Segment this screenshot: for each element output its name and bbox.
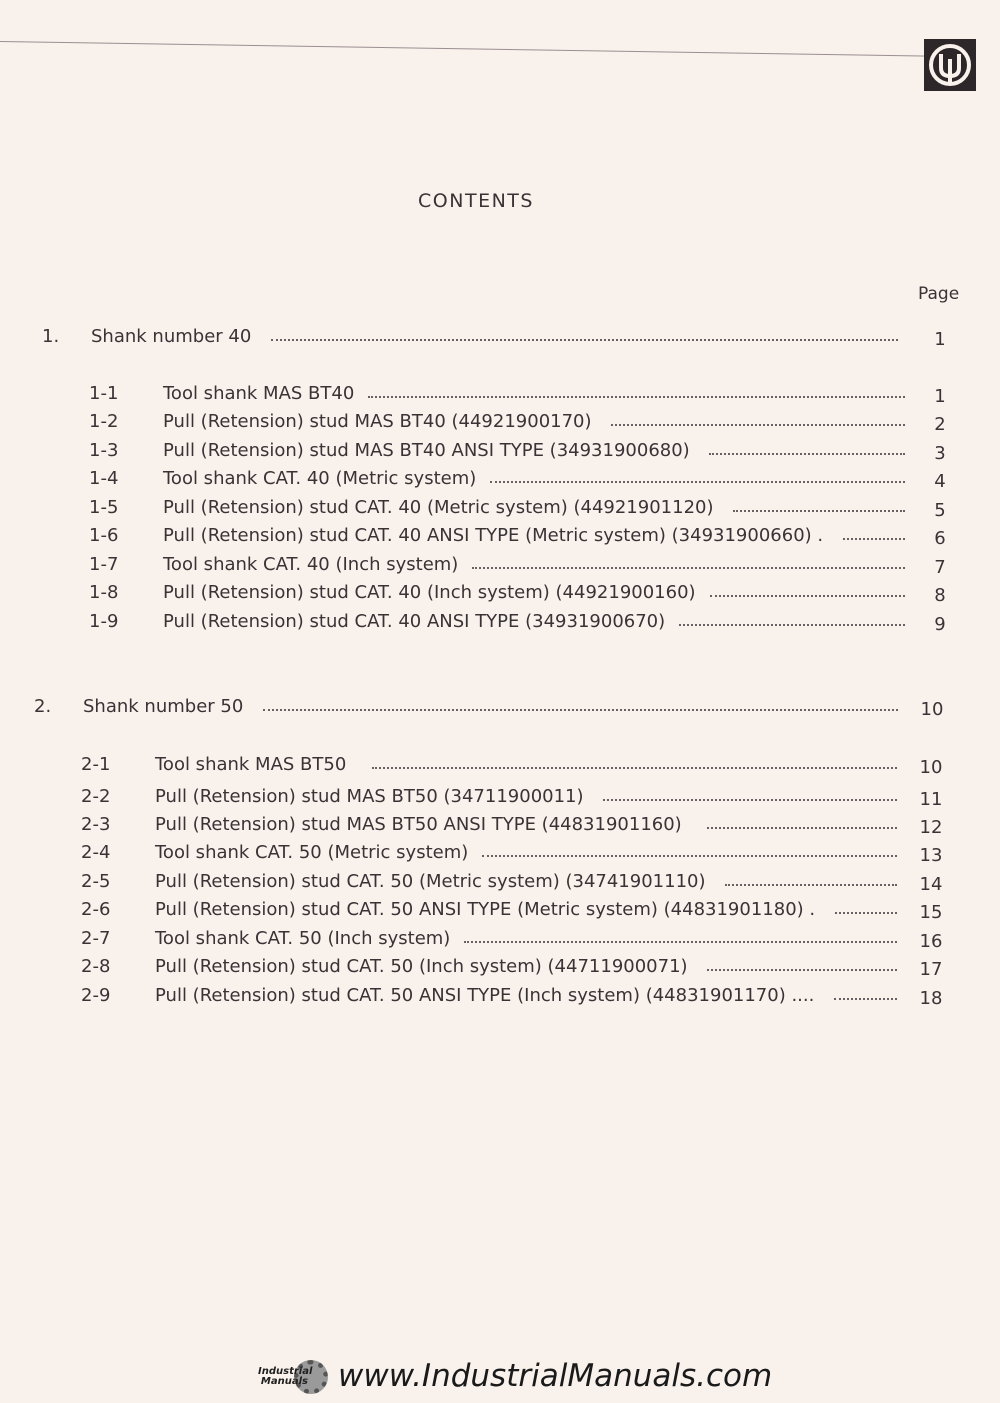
toc-title: Shank number 50: [83, 696, 244, 717]
dot-leader: [843, 538, 905, 540]
toc-number: 1-5: [89, 497, 119, 518]
toc-title: Pull (Retension) stud MAS BT50 ANSI TYPE (44831901160): [155, 814, 682, 835]
toc-number: 2-8: [81, 956, 111, 977]
dot-leader: [611, 424, 905, 426]
toc-page-number: 10: [920, 699, 944, 720]
toc-number: 1.: [42, 326, 60, 347]
toc-page-number: 18: [919, 988, 943, 1009]
toc-section-heading[interactable]: [0, 696, 1000, 720]
toc-title: Tool shank MAS BT50: [155, 754, 347, 775]
toc-page-number: 10: [919, 757, 943, 778]
toc-title: Pull (Retension) stud CAT. 40 ANSI TYPE (Metric system) (34931900660) .: [163, 525, 824, 546]
toc-page-number: 17: [919, 959, 943, 980]
toc-page-number: 4: [934, 471, 946, 492]
toc-title: Pull (Retension) stud CAT. 40 (Inch system) (44921900160): [163, 582, 696, 603]
toc-title: Pull (Retension) stud MAS BT50 (34711900011): [155, 786, 584, 807]
dot-leader: [490, 481, 905, 483]
toc-page-number: 12: [919, 817, 943, 838]
dot-leader: [472, 567, 905, 569]
toc-entry[interactable]: [0, 814, 1000, 838]
toc-title: Pull (Retension) stud CAT. 50 (Metric system) (34741901110): [155, 871, 706, 892]
dot-leader: [725, 884, 897, 886]
toc-number: 2-4: [81, 842, 111, 863]
toc-page-number: 1: [934, 329, 946, 350]
toc-page-number: 3: [934, 443, 946, 464]
dot-leader: [263, 709, 898, 711]
toc-page-number: 11: [919, 789, 943, 810]
toc-page-number: 1: [934, 386, 946, 407]
toc-title: Pull (Retension) stud CAT. 50 (Inch system) (44711900071): [155, 956, 688, 977]
toc-number: 2-7: [81, 928, 111, 949]
toc-number: 2-9: [81, 985, 111, 1006]
toc-entry[interactable]: [0, 554, 1000, 578]
toc-number: 1-1: [89, 383, 119, 404]
dot-leader: [482, 855, 897, 857]
toc-number: 2-3: [81, 814, 111, 835]
website-url[interactable]: www.IndustrialManuals.com: [338, 1358, 773, 1394]
toc-number: 2-5: [81, 871, 111, 892]
dot-leader: [368, 396, 905, 398]
dot-leader: [733, 510, 905, 512]
dot-leader: [707, 969, 897, 971]
toc-page-number: 6: [934, 528, 946, 549]
toc-title: Tool shank CAT. 40 (Inch system): [163, 554, 459, 575]
manufacturer-logo-icon: [924, 39, 976, 91]
toc-entry[interactable]: [0, 582, 1000, 606]
footer-watermark: [258, 1358, 778, 1400]
toc-page-number: 7: [934, 557, 946, 578]
dot-leader: [603, 799, 897, 801]
toc-title: Pull (Retension) stud CAT. 40 (Metric system) (44921901120): [163, 497, 714, 518]
header-rule: [0, 41, 930, 57]
toc-title: Tool shank CAT. 40 (Metric system): [163, 468, 477, 489]
gear-book-icon: Industrial Manuals: [258, 1358, 330, 1398]
toc-entry[interactable]: [0, 985, 1000, 1009]
dot-leader: [835, 912, 897, 914]
toc-page-number: 5: [934, 500, 946, 521]
toc-entry[interactable]: [0, 754, 1000, 778]
dot-leader: [709, 453, 905, 455]
toc-entry[interactable]: [0, 928, 1000, 952]
toc-number: 2-6: [81, 899, 111, 920]
dot-leader: [707, 827, 897, 829]
toc-entry[interactable]: [0, 871, 1000, 895]
toc-entry[interactable]: [0, 611, 1000, 635]
toc-number: 1-4: [89, 468, 119, 489]
page-column-label: Page: [918, 284, 960, 304]
toc-entry[interactable]: [0, 842, 1000, 866]
toc-title: Tool shank CAT. 50 (Inch system): [155, 928, 451, 949]
toc-section-heading[interactable]: [0, 326, 1000, 350]
toc-number: 1-2: [89, 411, 119, 432]
toc-page-number: 15: [919, 902, 943, 923]
toc-number: 1-8: [89, 582, 119, 603]
toc-page-number: 16: [919, 931, 943, 952]
toc-number: 1-7: [89, 554, 119, 575]
page-title: CONTENTS: [418, 190, 534, 212]
toc-number: 2-1: [81, 754, 111, 775]
toc-title: Pull (Retension) stud MAS BT40 (44921900170): [163, 411, 592, 432]
toc-title: Pull (Retension) stud MAS BT40 ANSI TYPE (34931900680): [163, 440, 690, 461]
toc-page-number: 13: [919, 845, 943, 866]
toc-title: Tool shank MAS BT40: [163, 383, 355, 404]
toc-number: 1-9: [89, 611, 119, 632]
toc-title: Pull (Retension) stud CAT. 50 ANSI TYPE (Metric system) (44831901180) .: [155, 899, 816, 920]
dot-leader: [271, 339, 898, 341]
toc-title: Pull (Retension) stud CAT. 40 ANSI TYPE (34931900670): [163, 611, 666, 632]
toc-page-number: 9: [934, 614, 946, 635]
dot-leader: [679, 624, 905, 626]
toc-entry[interactable]: [0, 899, 1000, 923]
toc-entry[interactable]: [0, 956, 1000, 980]
toc-number: 2-2: [81, 786, 111, 807]
toc-entry[interactable]: [0, 383, 1000, 407]
toc-page-number: 2: [934, 414, 946, 435]
toc-number: 1-6: [89, 525, 119, 546]
toc-entry[interactable]: [0, 411, 1000, 435]
toc-entry[interactable]: [0, 497, 1000, 521]
dot-leader: [834, 998, 897, 1000]
toc-number: 1-3: [89, 440, 119, 461]
toc-page-number: 14: [919, 874, 943, 895]
toc-entry[interactable]: [0, 468, 1000, 492]
toc-title: Shank number 40: [91, 326, 252, 347]
dot-leader: [372, 767, 897, 769]
toc-entry[interactable]: [0, 786, 1000, 810]
toc-title: Pull (Retension) stud CAT. 50 ANSI TYPE (Inch system) (44831901170) ....: [155, 985, 815, 1006]
toc-number: 2.: [34, 696, 52, 717]
toc-title: Tool shank CAT. 50 (Metric system): [155, 842, 469, 863]
dot-leader: [464, 941, 897, 943]
toc-page-number: 8: [934, 585, 946, 606]
toc-entry[interactable]: [0, 525, 1000, 549]
toc-entry[interactable]: [0, 440, 1000, 464]
dot-leader: [710, 595, 905, 597]
